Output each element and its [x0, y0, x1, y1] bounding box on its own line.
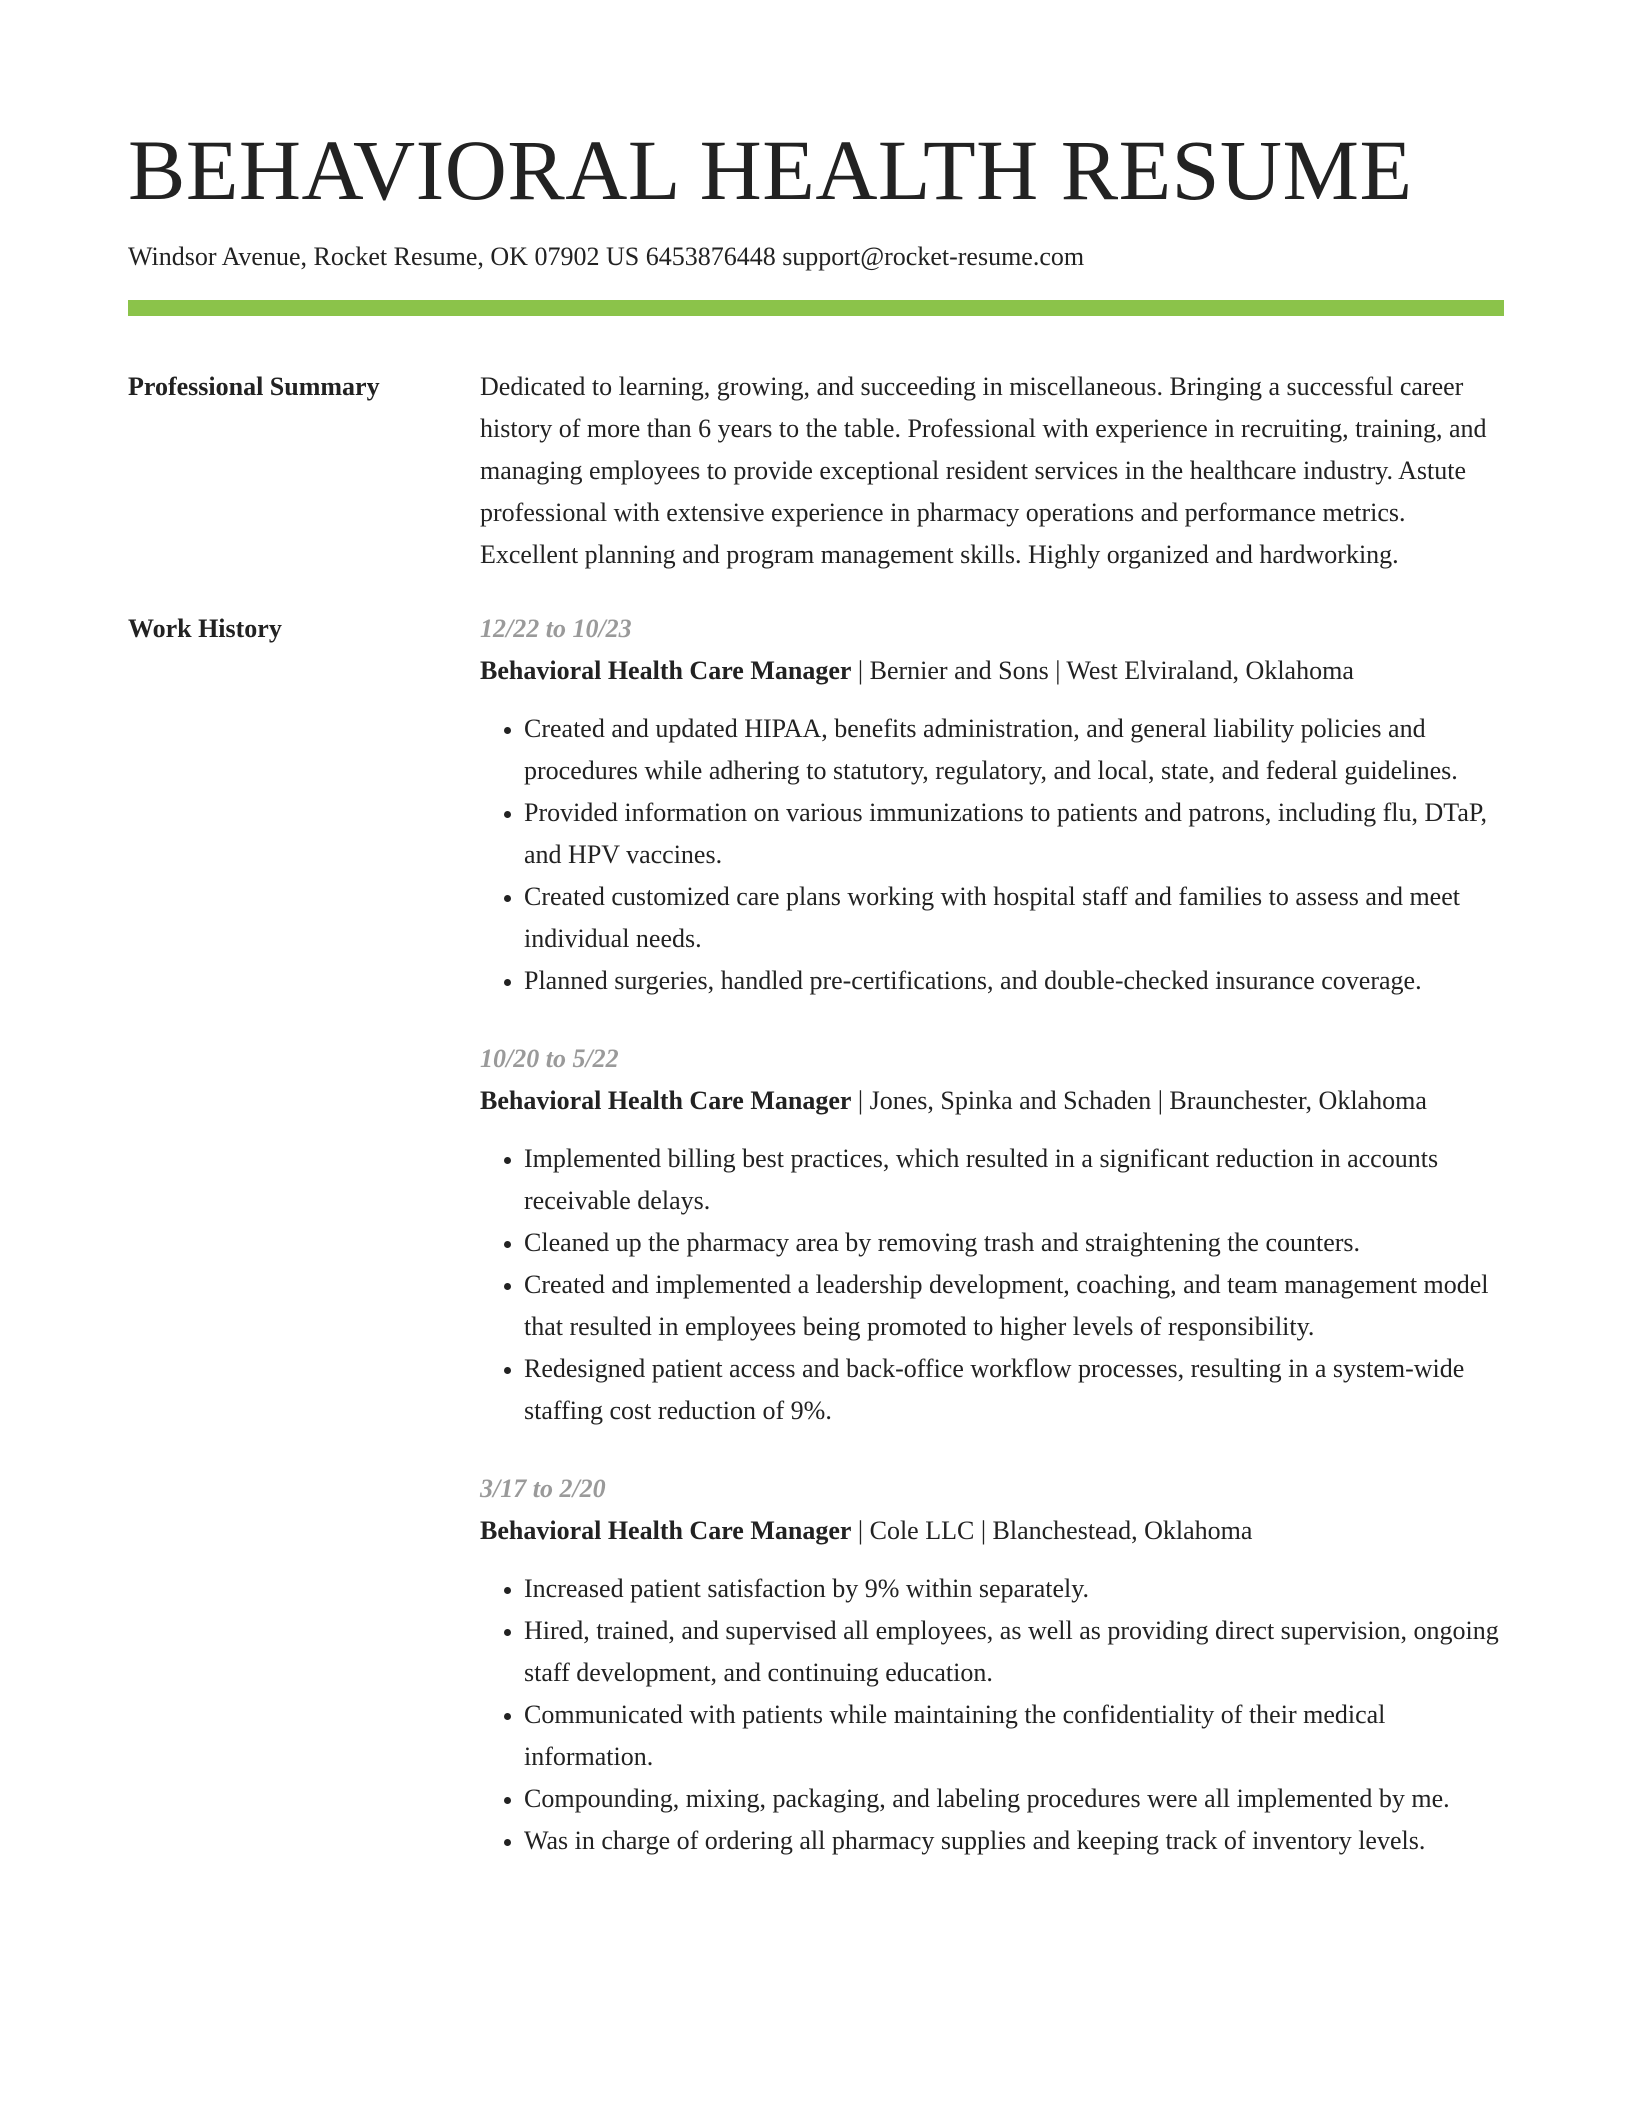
job-dates: 10/20 to 5/22 — [480, 1044, 619, 1073]
accent-divider — [128, 300, 1504, 316]
job-bullet: • Planned surgeries, handled pre-certifications, and double-checked insurance coverage. — [524, 960, 1504, 1002]
section-label-work-history: Work History — [128, 614, 282, 643]
section-label-summary: Professional Summary — [128, 372, 380, 401]
job-employer-location: | Bernier and Sons | West Elviraland, Oklahoma — [851, 656, 1354, 685]
job-bullet-list — [480, 1138, 1504, 1432]
job-employer-location: | Jones, Spinka and Schaden | Braunchester, Oklahoma — [851, 1086, 1427, 1115]
job-bullet: • Created customized care plans working with hospital staff and families to assess and meet individual needs. — [524, 876, 1504, 960]
job-dates: 12/22 to 10/23 — [480, 614, 632, 643]
job-heading — [480, 1510, 1504, 1552]
job-title: Behavioral Health Care Manager — [480, 1516, 852, 1545]
job-heading — [480, 650, 1504, 692]
job-bullet-list — [480, 1568, 1504, 1862]
resume-page — [128, 0, 1504, 1898]
summary-body — [480, 366, 1504, 576]
job-title: Behavioral Health Care Manager — [480, 656, 852, 685]
job-bullet: • Increased patient satisfaction by 9% within separately. — [524, 1568, 1504, 1610]
job-bullet: • Redesigned patient access and back-office workflow processes, resulting in a system-wide staffing cost reduction of 9%. — [524, 1348, 1504, 1432]
contact-line: Windsor Avenue, Rocket Resume, OK 07902 US 6453876448 support@rocket-resume.com — [128, 242, 1085, 271]
summary-text: Dedicated to learning, growing, and succeeding in miscellaneous. Bringing a successful career history of more than 6 years to the table. Professional with experience in recruiting, training, and managing employees to provide exceptional resident services in the healthcare industry. Astute professional with extensive experience in pharmacy operations and performance metrics. Excellent planning and program management skills. Highly organized and hardworking. — [480, 372, 1487, 569]
job-dates: 3/17 to 2/20 — [480, 1474, 606, 1503]
job-bullet-list — [480, 708, 1504, 1002]
job-bullet: • Created and implemented a leadership development, coaching, and team management model that resulted in employees being promoted to higher levels of responsibility. — [524, 1264, 1504, 1348]
job-bullet: • Compounding, mixing, packaging, and labeling procedures were all implemented by me. — [524, 1778, 1504, 1820]
job-title: Behavioral Health Care Manager — [480, 1086, 852, 1115]
job-bullet: • Cleaned up the pharmacy area by removing trash and straightening the counters. — [524, 1222, 1504, 1264]
job-heading — [480, 1080, 1504, 1122]
job-entry — [480, 608, 1504, 1002]
resume-title: BEHAVIORAL HEALTH RESUME — [128, 122, 1413, 218]
job-bullet: • Created and updated HIPAA, benefits administration, and general liability policies and procedures while adhering to statutory, regulatory, and local, state, and federal guidelines. — [524, 708, 1504, 792]
job-bullet: • Implemented billing best practices, which resulted in a significant reduction in accounts receivable delays. — [524, 1138, 1504, 1222]
job-bullet: • Hired, trained, and supervised all employees, as well as providing direct supervision, ongoing staff development, and continuing education. — [524, 1610, 1504, 1694]
professional-summary-section — [128, 366, 1504, 576]
job-entry — [480, 1468, 1504, 1862]
job-entry — [480, 1038, 1504, 1432]
work-history-section — [128, 608, 1504, 1898]
job-employer-location: | Cole LLC | Blanchestead, Oklahoma — [851, 1516, 1253, 1545]
job-bullet: • Was in charge of ordering all pharmacy supplies and keeping track of inventory levels. — [524, 1820, 1504, 1862]
job-bullet: • Provided information on various immunizations to patients and patrons, including flu, DTaP, and HPV vaccines. — [524, 792, 1504, 876]
work-history-body — [480, 608, 1504, 1898]
job-bullet: • Communicated with patients while maintaining the confidentiality of their medical information. — [524, 1694, 1504, 1778]
